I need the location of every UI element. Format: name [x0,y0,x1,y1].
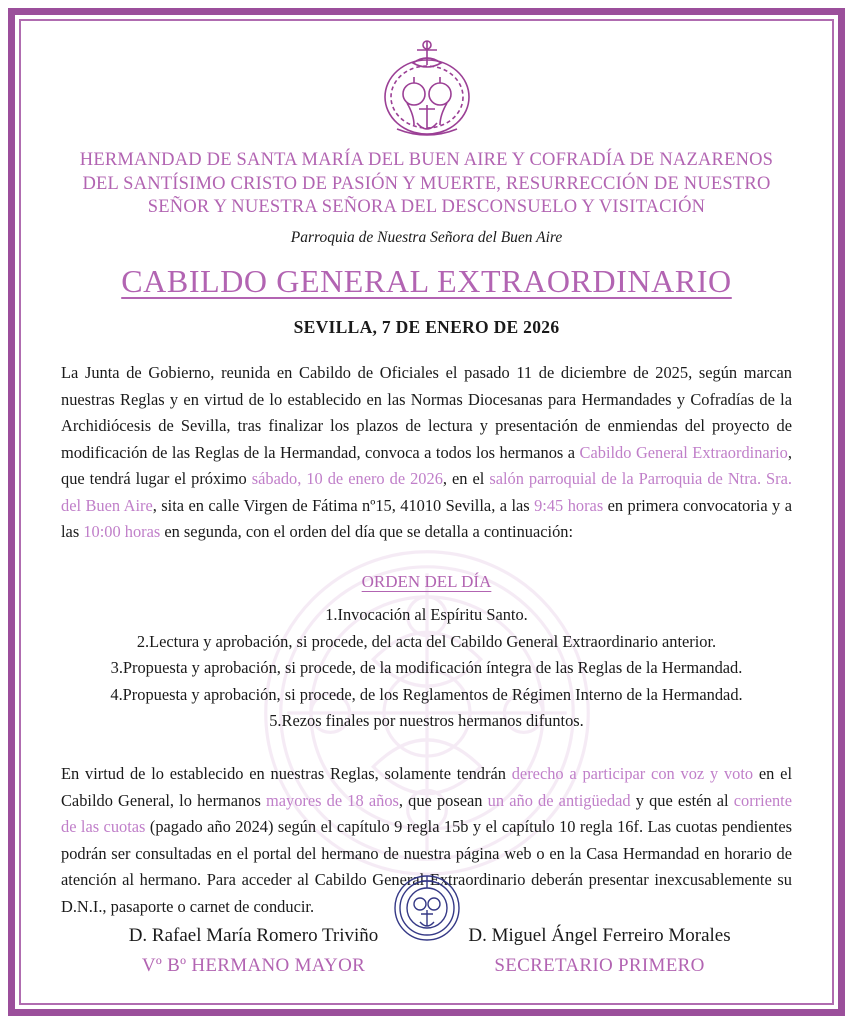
list-item: 1.Invocación al Espíritu Santo. [325,605,528,625]
para1-highlight-time-first: 9:45 horas [534,495,604,515]
para1-seg2: , que tendrá lugar el próximo [61,442,792,489]
official-seal-icon [379,860,475,956]
para2-highlight-seniority: un año de antigüedad [487,790,631,810]
organisation-title [61,149,792,220]
list-item: 2.Lectura y aprobación, si procede, del acta del Cabildo General Extraordinario anterior. [136,631,717,651]
signature-secretario [435,922,765,980]
para1-seg5: en primera convocatoria y a las [61,495,792,542]
signature-role: Vº Bº HERMANO MAYOR [141,955,366,977]
signature-block [0,922,853,980]
list-item: 5.Rezos finales por nuestros hermanos difuntos. [269,711,584,731]
para2-highlight-age: mayores de 18 años [265,790,399,810]
para1-seg3: , en el [442,469,490,489]
para2-seg1: En virtud de lo establecido en nuestras Reglas, solamente tendrán [61,763,512,783]
signature-name: D. Rafael María Romero Triviño [128,924,379,946]
convocation-paragraph [61,360,792,546]
para1-highlight-venue: salón parroquial de la Parroquia de Ntra. Sra. del Buen Aire [61,469,793,515]
parish-subtitle: Parroquia de Nuestra Señora del Buen Aire [290,229,563,247]
list-item: 4.Propuesta y aprobación, si procede, de los Reglamentos de Régimen Interno de la Hermandad. [110,684,743,704]
hermandad-crest-icon [367,37,487,141]
list-item: 3.Propuesta y aprobación, si procede, de la modificación íntegra de las Reglas de la Hermandad. [110,658,743,678]
para2-highlight-rights: derecho a participar con voz y voto [511,763,754,783]
signature-role: SECRETARIO PRIMERO [494,955,705,977]
para2-seg5: (pagado año 2024) según el capítulo 9 regla 15b y el capítulo 10 regla 16f. Las cuotas pendientes podrán ser consultadas en el portal del hermano de nuestra página web o en la Casa Hermandad en horario de atención al hermano. Para acceder al Cabildo General Extraordinario deberán presentar inexcusablemente su D.N.I., pasaporte o carnet de conducir. [61,817,792,916]
org-title-line-1: HERMANDAD DE SANTA MARÍA DEL BUEN AIRE Y COFRADÍA DE NAZARENOS [79,150,774,170]
agenda-title: ORDEN DEL DÍA [361,572,492,592]
para2-seg4: y que estén al [630,790,734,810]
para1-seg4: , sita en calle Virgen de Fátima nº15, 41010 Sevilla, a las [152,495,535,515]
page-title: CABILDO GENERAL EXTRAORDINARIO [121,263,732,300]
para1-highlight-cabildo: Cabildo General Extraordinario [579,442,788,462]
para2-seg2: en el Cabildo General, lo hermanos [61,763,792,810]
place-and-date: SEVILLA, 7 DE ENERO DE 2026 [293,317,560,338]
crest-wrap [61,37,792,141]
para2-seg3: , que posean [398,790,488,810]
signature-hermano-mayor [89,922,419,980]
signature-name: D. Miguel Ángel Ferreiro Morales [468,924,731,946]
agenda-list [61,602,792,735]
para1-highlight-time-second: 10:00 horas [83,522,161,542]
org-title-line-2: DEL SANTÍSIMO CRISTO DE PASIÓN Y MUERTE, RESURRECCIÓN DE NUESTRO [82,173,771,194]
para2-highlight-fees: corriente de las cuotas [61,790,793,837]
para1-highlight-date: sábado, 10 de enero de 2026 [251,469,443,489]
para1-seg1: La Junta de Gobierno, reunida en Cabildo de Oficiales el pasado 11 de diciembre de 2025, según marcan nuestras Reglas y en virtud de lo establecido en las Normas Diocesanas para Hermandades y Cofradías de la Archidiócesis de Sevilla, tras finalizar los plazos de lectura y presentación de enmiendas del proyecto de modificación de las Reglas de la Hermandad, convoca a todos los hermanos a [61,363,792,462]
org-title-line-3: SEÑOR Y NUESTRA SEÑORA DEL DESCONSUELO Y VISITACIÓN [147,197,706,218]
para1-seg6: en segunda, con el orden del día que se detalla a continuación: [160,522,574,542]
